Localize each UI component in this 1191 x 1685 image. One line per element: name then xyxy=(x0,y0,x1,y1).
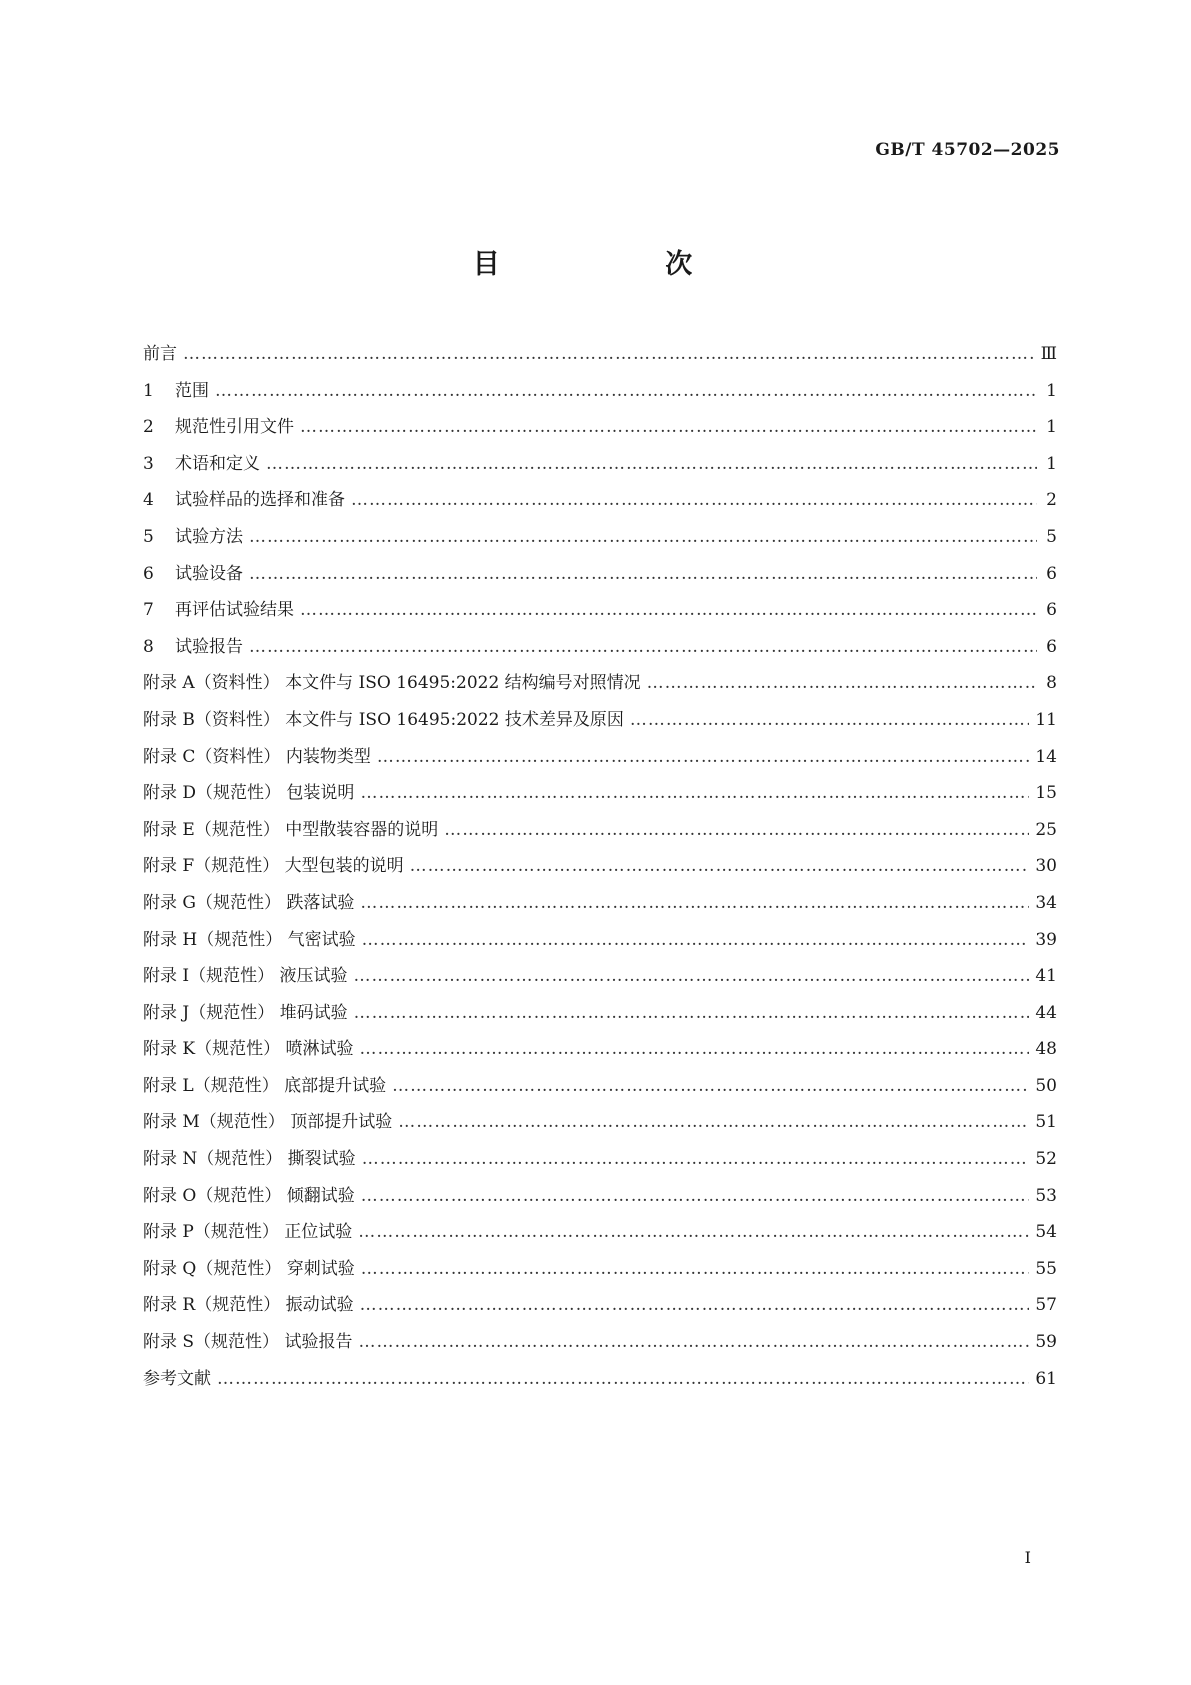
toc-entry[interactable] xyxy=(143,888,1057,925)
toc-entry[interactable] xyxy=(143,1107,1057,1144)
dot-leader xyxy=(444,820,1029,840)
toc-entry-label: 附录 S（规范性） 试验报告 xyxy=(143,1332,353,1353)
toc-entry[interactable] xyxy=(143,559,1057,596)
toc-entry-number: 3 xyxy=(143,453,154,474)
toc-entry-label: 附录 H（规范性） 气密试验 xyxy=(143,929,356,950)
toc-entry[interactable] xyxy=(143,1071,1057,1108)
toc-entry-number: 7 xyxy=(143,600,154,621)
toc-entry-page: 6 xyxy=(1046,600,1057,621)
dot-leader xyxy=(217,1369,1029,1389)
toc-entry[interactable] xyxy=(143,1034,1057,1071)
toc-entry-page: 1 xyxy=(1046,453,1057,474)
toc-entry[interactable] xyxy=(143,668,1057,705)
toc-entry-label: 试验方法 xyxy=(175,526,243,547)
toc-entry-label: 前言 xyxy=(143,344,177,364)
toc-entry-label: 附录 D（规范性） 包装说明 xyxy=(143,783,355,804)
toc-entry-page: 6 xyxy=(1046,636,1057,657)
toc-entry-number: 1 xyxy=(143,380,154,401)
dot-leader xyxy=(358,1332,1029,1352)
dot-leader xyxy=(351,490,1037,510)
toc-entry-page: 51 xyxy=(1035,1112,1057,1133)
dot-leader xyxy=(360,783,1029,803)
toc-entry-page: 54 xyxy=(1035,1222,1057,1243)
dot-leader xyxy=(630,710,1029,730)
toc-entry-label: 附录 N（规范性） 撕裂试验 xyxy=(143,1149,356,1170)
toc-entry-label: 附录 F（规范性） 大型包装的说明 xyxy=(143,856,404,877)
toc-entry-page: 1 xyxy=(1046,380,1057,401)
toc-entry-label: 附录 A（资料性） 本文件与 ISO 16495:2022 结构编号对照情况 xyxy=(143,673,641,694)
dot-leader xyxy=(361,1259,1030,1279)
toc-entry-page: 53 xyxy=(1035,1185,1057,1206)
toc-entry-page: 59 xyxy=(1035,1332,1057,1353)
toc-entry[interactable] xyxy=(143,925,1057,962)
toc-entry[interactable] xyxy=(143,1254,1057,1291)
toc-entry-page: 1 xyxy=(1046,417,1057,438)
dot-leader xyxy=(377,747,1030,767)
toc-entry-page: 8 xyxy=(1046,673,1057,694)
toc-entry[interactable] xyxy=(143,339,1057,376)
toc-entry-label: 附录 L（规范性） 底部提升试验 xyxy=(143,1075,387,1096)
dot-leader xyxy=(300,600,1037,620)
toc-entry-label: 附录 R（规范性） 振动试验 xyxy=(143,1295,354,1316)
toc-entry-label: 范围 xyxy=(175,380,209,401)
dot-leader xyxy=(360,893,1029,913)
toc-entry[interactable] xyxy=(143,851,1057,888)
toc-entry-page: 50 xyxy=(1035,1075,1057,1096)
dot-leader xyxy=(266,454,1037,474)
toc-entry-label: 附录 P（规范性） 正位试验 xyxy=(143,1222,353,1243)
toc-entry-page: 2 xyxy=(1046,490,1057,511)
toc-entry[interactable] xyxy=(143,705,1057,742)
toc-entry-page: 15 xyxy=(1035,783,1057,804)
dot-leader xyxy=(354,1003,1030,1023)
toc-entry-label: 附录 K（规范性） 喷淋试验 xyxy=(143,1039,354,1060)
toc-entry-number: 2 xyxy=(143,417,154,438)
toc-entry-page: 44 xyxy=(1035,1002,1057,1023)
toc-entry[interactable] xyxy=(143,376,1057,413)
toc-entry-page: 34 xyxy=(1035,892,1057,913)
toc-entry-label: 再评估试验结果 xyxy=(175,600,294,621)
toc-entry-label: 附录 J（规范性） 堆码试验 xyxy=(143,1002,348,1023)
dot-leader xyxy=(249,527,1037,547)
toc-entry[interactable] xyxy=(143,1217,1057,1254)
toc-entry[interactable] xyxy=(143,485,1057,522)
toc-entry-label: 参考文献 xyxy=(143,1368,211,1389)
toc-entry[interactable] xyxy=(143,412,1057,449)
toc-entry-number: 8 xyxy=(143,636,154,657)
toc-entry-page: 25 xyxy=(1035,819,1057,840)
toc-entry-label: 规范性引用文件 xyxy=(175,417,294,438)
toc-entry-page: 5 xyxy=(1046,526,1057,547)
toc-entry-label: 附录 I（规范性） 液压试验 xyxy=(143,966,348,987)
dot-leader xyxy=(392,1076,1029,1096)
toc-entry-number: 6 xyxy=(143,563,154,584)
dot-leader xyxy=(362,1149,1030,1169)
toc-entry-number: 4 xyxy=(143,490,154,511)
toc-entry-label: 附录 Q（规范性） 穿刺试验 xyxy=(143,1258,355,1279)
table-of-contents xyxy=(143,339,1057,1400)
toc-entry[interactable] xyxy=(143,998,1057,1035)
dot-leader xyxy=(249,564,1037,584)
toc-entry[interactable] xyxy=(143,449,1057,486)
toc-entry-label: 术语和定义 xyxy=(175,453,260,474)
toc-entry-page: 30 xyxy=(1035,856,1057,877)
dot-leader xyxy=(358,1222,1029,1242)
toc-entry-label: 附录 E（规范性） 中型散装容器的说明 xyxy=(143,819,439,840)
dot-leader xyxy=(354,966,1030,986)
toc-entry-page: 6 xyxy=(1046,563,1057,584)
toc-entry[interactable] xyxy=(143,1181,1057,1218)
toc-entry[interactable] xyxy=(143,1364,1057,1401)
page-number: Ⅰ xyxy=(1024,1548,1031,1567)
toc-entry-label: 附录 M（规范性） 顶部提升试验 xyxy=(143,1112,393,1133)
dot-leader xyxy=(183,344,1035,364)
toc-entry-number: 5 xyxy=(143,526,154,547)
toc-entry-label: 试验样品的选择和准备 xyxy=(175,490,345,511)
dot-leader xyxy=(362,930,1030,950)
toc-entry[interactable] xyxy=(143,632,1057,669)
dot-leader xyxy=(410,856,1030,876)
toc-entry[interactable] xyxy=(143,742,1057,779)
dot-leader xyxy=(249,637,1037,657)
toc-entry-page: 52 xyxy=(1035,1149,1057,1170)
toc-entry[interactable] xyxy=(143,522,1057,559)
toc-entry[interactable] xyxy=(143,1144,1057,1181)
dot-leader xyxy=(360,1295,1030,1315)
dot-leader xyxy=(215,381,1037,401)
dot-leader xyxy=(647,673,1037,693)
toc-entry-page: 55 xyxy=(1035,1258,1057,1279)
toc-entry-label: 试验设备 xyxy=(175,563,243,584)
dot-leader xyxy=(300,417,1037,437)
toc-entry-label: 试验报告 xyxy=(175,636,243,657)
toc-entry-label: 附录 C（资料性） 内装物类型 xyxy=(143,746,371,767)
standard-code: GB/T 45702—2025 xyxy=(875,140,1060,160)
toc-entry[interactable] xyxy=(143,778,1057,815)
toc-entry-label: 附录 O（规范性） 倾翻试验 xyxy=(143,1185,355,1206)
toc-entry-label: 附录 G（规范性） 跌落试验 xyxy=(143,892,355,913)
toc-entry[interactable] xyxy=(143,815,1057,852)
toc-entry-page: 41 xyxy=(1035,966,1057,987)
toc-entry[interactable] xyxy=(143,1327,1057,1364)
dot-leader xyxy=(360,1039,1030,1059)
toc-entry-page: 11 xyxy=(1035,709,1057,730)
dot-leader xyxy=(398,1112,1029,1132)
toc-entry[interactable] xyxy=(143,1290,1057,1327)
toc-entry[interactable] xyxy=(143,595,1057,632)
toc-entry-page: 61 xyxy=(1035,1368,1057,1389)
dot-leader xyxy=(361,1186,1030,1206)
toc-entry[interactable] xyxy=(143,961,1057,998)
toc-entry-page: Ⅲ xyxy=(1040,344,1057,364)
toc-entry-label: 附录 B（资料性） 本文件与 ISO 16495:2022 技术差异及原因 xyxy=(143,709,624,730)
page-title: 目 次 xyxy=(472,249,745,280)
toc-entry-page: 48 xyxy=(1035,1039,1057,1060)
toc-entry-page: 39 xyxy=(1035,929,1057,950)
toc-entry-page: 57 xyxy=(1035,1295,1057,1316)
toc-entry-page: 14 xyxy=(1035,746,1057,767)
